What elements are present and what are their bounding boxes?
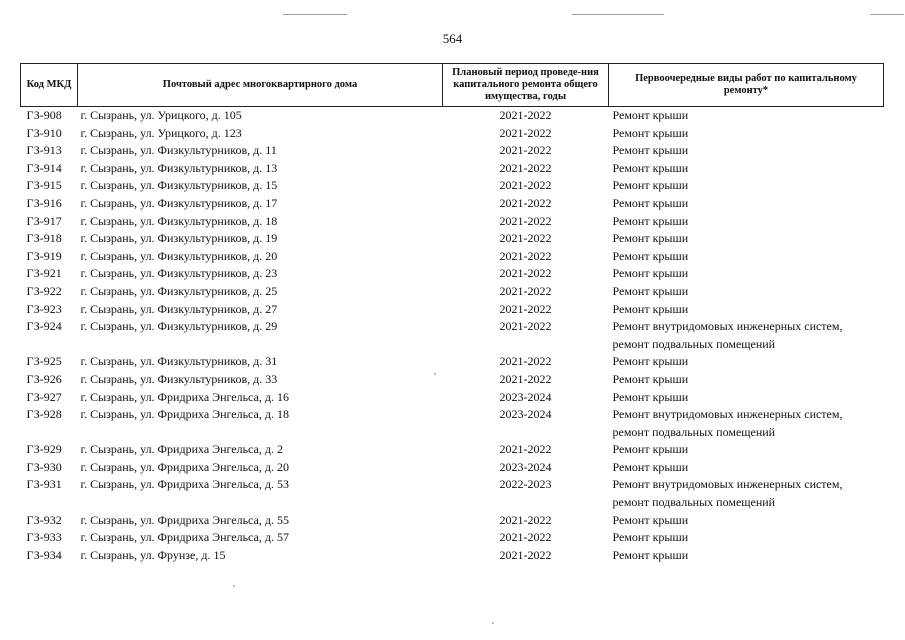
cell-address: г. Сызрань, ул. Урицкого, д. 123 [80, 125, 242, 140]
cell-code: ГЗ-915 [26, 178, 62, 193]
cell-address: г. Сызрань, ул. Физкультурников, д. 15 [80, 178, 278, 193]
cell-works [609, 547, 884, 565]
cell-period: 2021-2022 [499, 248, 552, 263]
cell-address: г. Сызрань, ул. Физкультурников, д. 25 [80, 283, 278, 298]
table-row [21, 160, 884, 178]
cell-period: 2021-2022 [499, 530, 552, 545]
cell-period: 2021-2022 [499, 231, 552, 246]
table-row [21, 142, 884, 160]
works-line: Ремонт крыши [612, 371, 689, 386]
cell-code: ГЗ-931 [26, 477, 62, 492]
table-body [21, 107, 884, 565]
cell-address: г. Сызрань, ул. Физкультурников, д. 20 [80, 248, 278, 263]
cell-address: г. Сызрань, ул. Урицкого, д. 105 [80, 108, 242, 122]
cell-address: г. Сызрань, ул. Фридриха Энгельса, д. 16 [80, 389, 289, 404]
works-line: Ремонт крыши [612, 213, 689, 228]
cell-address: г. Сызрань, ул. Фридриха Энгельса, д. 57 [80, 530, 289, 545]
cell-address: г. Сызрань, ул. Физкультурников, д. 13 [80, 160, 278, 175]
table-row [21, 107, 884, 125]
cell-works [609, 512, 884, 530]
cell-works [609, 371, 884, 389]
cell-code: ГЗ-934 [26, 547, 62, 562]
cell-period: 2021-2022 [499, 354, 552, 369]
table-row [21, 441, 884, 459]
cell-address: г. Сызрань, ул. Физкультурников, д. 31 [80, 354, 278, 369]
works-line: Ремонт внутридомовых инженерных систем, [612, 319, 843, 334]
table-row [21, 371, 884, 389]
works-line: Ремонт крыши [612, 195, 689, 210]
works-line: Ремонт внутридомовых инженерных систем, [612, 477, 843, 492]
cell-period: 2023-2024 [499, 459, 552, 474]
cell-address: г. Сызрань, ул. Физкультурников, д. 23 [80, 266, 278, 281]
cell-address: г. Сызрань, ул. Физкультурников, д. 18 [80, 213, 278, 228]
cell-code: ГЗ-923 [26, 301, 62, 316]
table-row [21, 283, 884, 301]
cell-address: г. Сызрань, ул. Фридриха Энгельса, д. 53 [80, 477, 289, 492]
cell-address: г. Сызрань, ул. Фридриха Энгельса, д. 20 [80, 459, 289, 474]
works-line: Ремонт крыши [612, 530, 689, 545]
scan-artifact [233, 585, 235, 587]
cell-address: г. Сызрань, ул. Фрунзе, д. 15 [80, 547, 226, 562]
page-number: 564 [442, 31, 463, 46]
works-line: Ремонт крыши [612, 143, 689, 158]
works-line: Ремонт крыши [612, 283, 689, 298]
header-works: Первоочередные виды работ по капитальному ремонту* [609, 64, 884, 107]
cell-code: ГЗ-932 [26, 512, 62, 527]
cell-works [609, 195, 884, 213]
table-row [21, 406, 884, 441]
cell-works [609, 213, 884, 231]
cell-works [609, 125, 884, 143]
cell-works [609, 529, 884, 547]
cell-works [609, 406, 884, 441]
table-row [21, 389, 884, 407]
cell-code: ГЗ-908 [26, 108, 62, 122]
table-row [21, 318, 884, 353]
cell-period: 2023-2024 [499, 389, 552, 404]
cell-code: ГЗ-917 [26, 213, 62, 228]
cell-code: ГЗ-918 [26, 231, 62, 246]
cell-address: г. Сызрань, ул. Физкультурников, д. 33 [80, 371, 278, 386]
cell-works [609, 160, 884, 178]
cell-works [609, 142, 884, 160]
works-line: Ремонт крыши [612, 354, 689, 369]
capital-repair-table [20, 63, 884, 564]
cell-period: 2021-2022 [499, 195, 552, 210]
cell-code: ГЗ-924 [26, 319, 62, 334]
cell-works [609, 459, 884, 477]
works-line: Ремонт крыши [612, 248, 689, 263]
cell-period: 2021-2022 [499, 266, 552, 281]
scan-artifact [572, 14, 664, 15]
table-row [21, 230, 884, 248]
works-line: Ремонт крыши [612, 108, 689, 122]
cell-works [609, 248, 884, 266]
cell-period: 2021-2022 [499, 213, 552, 228]
scan-artifact [283, 14, 347, 15]
cell-works [609, 283, 884, 301]
cell-works [609, 265, 884, 283]
cell-period: 2021-2022 [499, 143, 552, 158]
cell-code: ГЗ-927 [26, 389, 62, 404]
cell-period: 2021-2022 [499, 442, 552, 457]
cell-period: 2022-2023 [499, 477, 552, 492]
cell-code: ГЗ-913 [26, 143, 62, 158]
scan-artifact [870, 14, 904, 15]
cell-code: ГЗ-916 [26, 195, 62, 210]
table-row [21, 248, 884, 266]
table-row [21, 195, 884, 213]
works-line: Ремонт крыши [612, 512, 689, 527]
table-row [21, 459, 884, 477]
works-line: ремонт подвальных помещений [612, 424, 776, 439]
works-line: Ремонт крыши [612, 389, 689, 404]
cell-works [609, 177, 884, 195]
cell-address: г. Сызрань, ул. Физкультурников, д. 17 [80, 195, 278, 210]
cell-period: 2021-2022 [499, 547, 552, 562]
cell-works [609, 107, 884, 125]
table-row [21, 125, 884, 143]
cell-works [609, 441, 884, 459]
cell-period: 2023-2024 [499, 407, 552, 422]
cell-code: ГЗ-919 [26, 248, 62, 263]
scan-artifact [492, 622, 494, 624]
cell-period: 2021-2022 [499, 283, 552, 298]
header-address: Почтовый адрес многоквартирного дома [78, 64, 443, 107]
works-line: Ремонт крыши [612, 178, 689, 193]
cell-address: г. Сызрань, ул. Физкультурников, д. 27 [80, 301, 278, 316]
cell-works [609, 476, 884, 511]
works-line: Ремонт крыши [612, 266, 689, 281]
works-line: Ремонт крыши [612, 160, 689, 175]
cell-works [609, 230, 884, 248]
cell-address: г. Сызрань, ул. Фридриха Энгельса, д. 55 [80, 512, 289, 527]
table-row [21, 301, 884, 319]
table-row [21, 213, 884, 231]
works-line: Ремонт крыши [612, 231, 689, 246]
cell-code: ГЗ-930 [26, 459, 62, 474]
header-code: Код МКД [21, 64, 78, 107]
cell-address: г. Сызрань, ул. Физкультурников, д. 29 [80, 319, 278, 334]
cell-code: ГЗ-929 [26, 442, 62, 457]
cell-code: ГЗ-922 [26, 283, 62, 298]
works-line: Ремонт крыши [612, 125, 689, 140]
cell-code: ГЗ-928 [26, 407, 62, 422]
cell-code: ГЗ-933 [26, 530, 62, 545]
cell-code: ГЗ-926 [26, 371, 62, 386]
cell-code: ГЗ-921 [26, 266, 62, 281]
table-row [21, 547, 884, 565]
works-line: ремонт подвальных помещений [612, 495, 776, 510]
table-row [21, 529, 884, 547]
cell-period: 2021-2022 [499, 512, 552, 527]
cell-period: 2021-2022 [499, 371, 552, 386]
works-line: Ремонт внутридомовых инженерных систем, [612, 407, 843, 422]
table-row [21, 476, 884, 511]
works-line: Ремонт крыши [612, 301, 689, 316]
cell-period: 2021-2022 [499, 108, 552, 122]
cell-works [609, 353, 884, 371]
table-row [21, 177, 884, 195]
works-line: ремонт подвальных помещений [612, 336, 776, 351]
cell-period: 2021-2022 [499, 125, 552, 140]
cell-code: ГЗ-914 [26, 160, 62, 175]
cell-address: г. Сызрань, ул. Физкультурников, д. 11 [80, 143, 277, 158]
cell-code: ГЗ-910 [26, 125, 62, 140]
table-header-row [21, 64, 884, 107]
cell-works [609, 301, 884, 319]
cell-period: 2021-2022 [499, 301, 552, 316]
cell-code: ГЗ-925 [26, 354, 62, 369]
header-period: Плановый период проведе-ния капитального ремонта общего имущества, годы [443, 64, 609, 107]
cell-period: 2021-2022 [499, 319, 552, 334]
table-row [21, 265, 884, 283]
table-row [21, 353, 884, 371]
cell-works [609, 318, 884, 353]
cell-period: 2021-2022 [499, 160, 552, 175]
cell-period: 2021-2022 [499, 178, 552, 193]
cell-address: г. Сызрань, ул. Фридриха Энгельса, д. 2 [80, 442, 283, 457]
cell-works [609, 389, 884, 407]
cell-address: г. Сызрань, ул. Физкультурников, д. 19 [80, 231, 278, 246]
works-line: Ремонт крыши [612, 547, 689, 562]
works-line: Ремонт крыши [612, 442, 689, 457]
table-row [21, 512, 884, 530]
cell-address: г. Сызрань, ул. Фридриха Энгельса, д. 18 [80, 407, 289, 422]
works-line: Ремонт крыши [612, 459, 689, 474]
